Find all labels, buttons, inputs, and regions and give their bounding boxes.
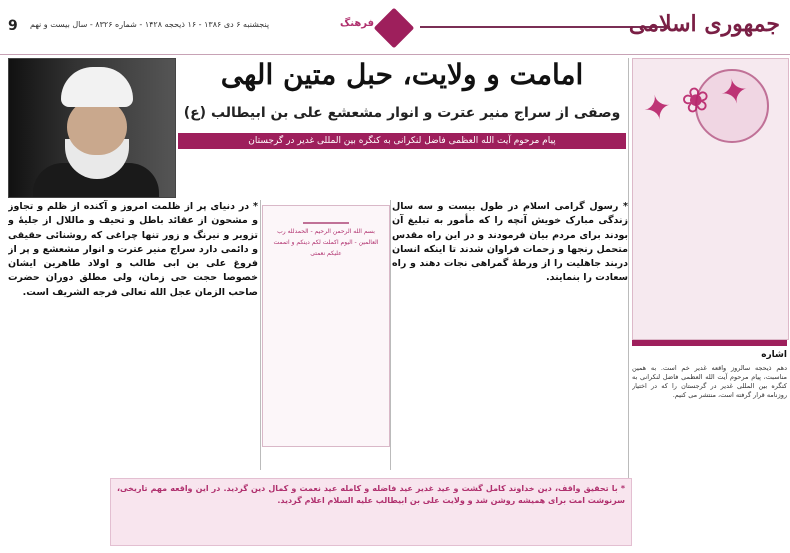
column-divider	[260, 200, 261, 470]
decorative-inset	[262, 205, 390, 447]
page-header	[0, 0, 790, 55]
side-note: دهم ذیحجه سالروز واقعه غدیر خم است. به همین مناسبت، پیام مرحوم آیت الله العظمی فاضل لنکرانی به کنگره بین المللی غدیر در گرجستان را که در اختیار روزنامه قرار گرفته است، منتشر می کنیم.	[632, 364, 787, 399]
section-label: فرهنگ	[340, 18, 375, 29]
calligraphy-artwork: ✦ ❀ ✦	[639, 69, 753, 132]
column-divider	[390, 200, 391, 470]
author-portrait	[8, 58, 176, 198]
highlight-box	[110, 478, 632, 546]
issue-meta: پنجشنبه ۶ دی ۱۳۸۶ - ۱۶ ذیحجه ۱۴۲۸ - شماره ۸۳۲۶ - سال بیست و نهم	[30, 20, 270, 29]
pull-quote-right: * رسول گرامی اسلام در طول بیست و سه سال زندگی مبارک خویش آنچه را که مأمور به تبلیغ آن بودند برای مردم بیان فرمودند و در این راه مقدس متحمل رنجها و زحمات فراوان شدند تا اینکه انسان دربند جاهلیت را از ورطهٔ گمراهی نجات دهند و راه سعادت را بنمایند.	[392, 201, 628, 284]
article-headline: امامت و ولایت، حبل متین الهی	[220, 58, 584, 91]
article-banner: پیام مرحوم آیت الله العظمی فاضل لنکرانی به کنگره بین المللی غدیر در گرجستان	[178, 133, 626, 149]
newspaper-masthead: جمهوری اسلامی	[628, 11, 780, 37]
decorative-calligraphy-panel	[632, 58, 789, 340]
article-subhead: وصفی از سراج منیر عترت و انوار مشعشع علی بن ابیطالب (ع)	[183, 105, 621, 121]
side-note-title: اشاره	[761, 350, 787, 360]
side-panel-rule	[632, 340, 787, 346]
column-divider	[628, 58, 629, 518]
section-logo-icon	[374, 8, 415, 49]
pull-quote-left: * در دنیای پر از ظلمت امروز و آکنده از ظلم و تجاوز و مشحون از عقائد باطل و تحیف و ماللال از جلیهٔ و تزویر و نیرنگ و زور تنها چراغی که روشنائی حقیقی و دائمی دارد سراج منیر عترت و انوار مشعشع و پر از فروغ علی بن ابی طالب و اولاد طاهرین ایشان خصوصا حجت حی زمان، ولی مطلق دوران حضرت صاحب الزمان عجل الله تعالی فرجه الشریف است.	[8, 201, 258, 298]
highlight-text: * با تحقیق واقف، دین خداوند کامل گشت و عید غدیر عید فاضله و کامله عید نعمت و کمال دین گردید. در این واقعه مهم تاریخی، سرنوشت امت برای همیشه روشن شد و ولایت علی بن ابیطالب علیه السلام اعلام گردید.	[117, 484, 625, 505]
page-number: 9	[8, 18, 18, 34]
ornament-icon	[303, 212, 349, 224]
inset-text: بسم الله الرحمن الرحیم - الحمدلله رب العالمین - الیوم اکملت لکم دینکم و اتممت علیکم نعمتی	[273, 228, 379, 257]
